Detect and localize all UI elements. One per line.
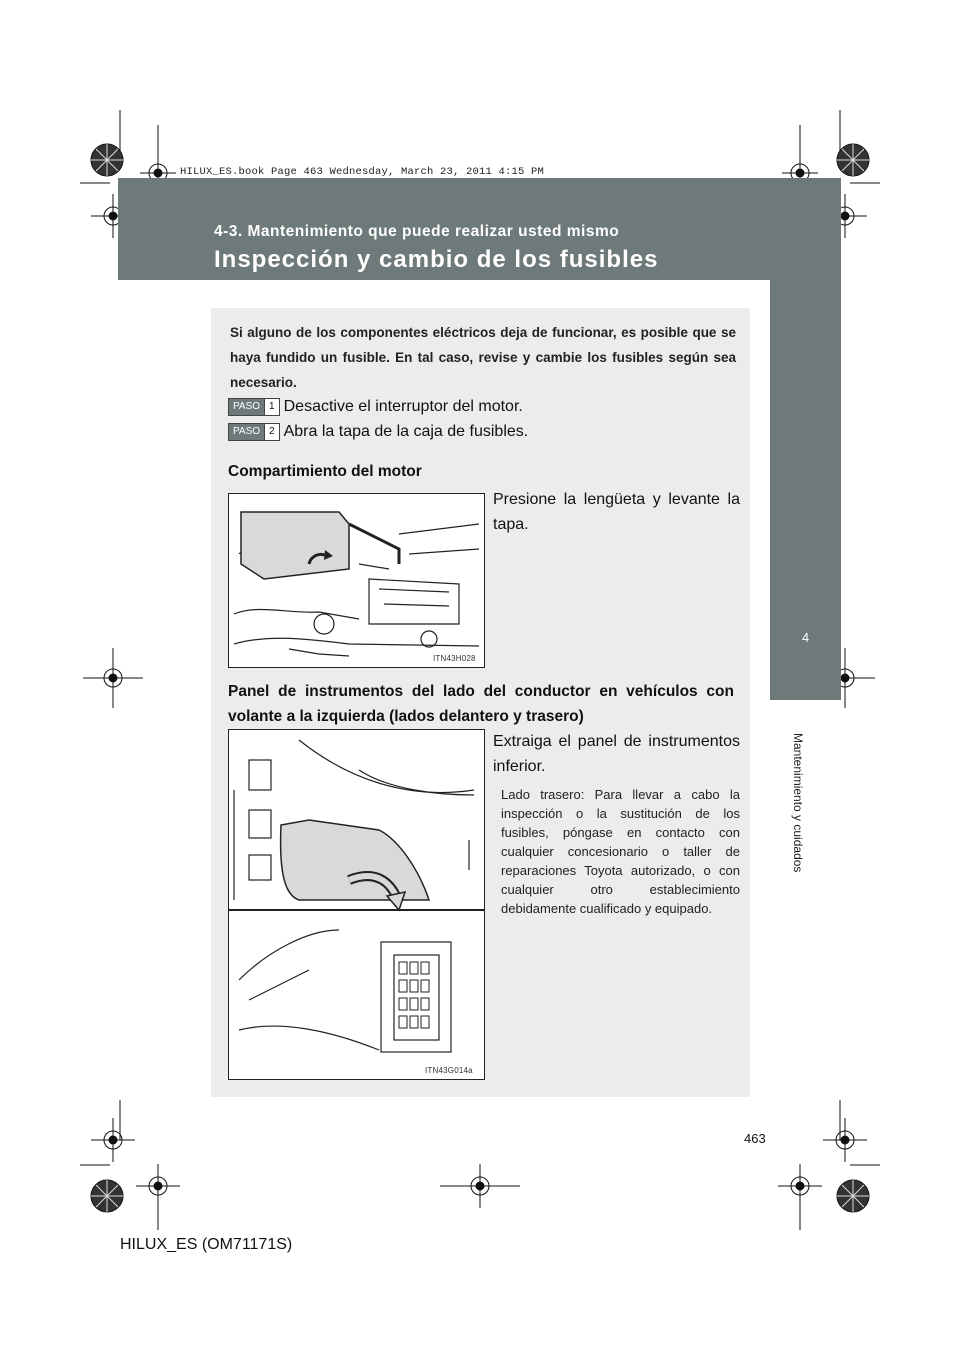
page-title: Inspección y cambio de los fusibles (214, 246, 659, 273)
section-title: 4-3. Mantenimiento que puede realizar usted mismo (214, 223, 620, 240)
header-band (118, 178, 841, 280)
instrument-panel-text: Extraiga el panel de instrumentos inferior. (493, 733, 740, 775)
rear-side-note: Lado trasero: Para llevar a cabo la inspección o la sustitución de los fusibles, póngase en contacto con cualquier concesionario o taller de reparaciones Toyota autorizado, o con cualquier otro establecimiento debidamente cualificado y equipado. (501, 787, 740, 916)
step-1 (228, 396, 523, 418)
chapter-number: 4 (801, 630, 810, 645)
step-badge: PASO 1 (228, 398, 280, 416)
instrument-panel-heading: Panel de instrumentos del lado del conductor en vehículos con volante a la izquierda (lados delantero y trasero) (228, 683, 734, 725)
figure-code: ITN43H028 (433, 654, 476, 663)
engine-compartment-text: Presione la lengüeta y levante la tapa. (493, 491, 740, 533)
page-number: 463 (744, 1131, 766, 1146)
instrument-panel-illustration (229, 730, 484, 1079)
content-box (211, 308, 750, 1097)
engine-compartment-heading: Compartimiento del motor (228, 463, 422, 480)
engine-fuse-box-figure (228, 493, 485, 668)
chapter-label: Mantenimiento y cuidados (791, 733, 805, 873)
step-2 (228, 421, 528, 443)
book-file-stamp: HILUX_ES.book Page 463 Wednesday, March 23, 2011 4:15 PM (180, 166, 545, 178)
step-badge: PASO 2 (228, 423, 280, 441)
step-text: Desactive el interruptor del motor. (283, 398, 523, 415)
figure-code: ITN43G014a (425, 1066, 473, 1075)
step-text: Abra la tapa de la caja de fusibles. (283, 423, 529, 440)
intro-paragraph: Si alguno de los componentes eléctricos deja de funcionar, es posible que se haya fundido un fusible. En tal caso, revise y cambie los fusibles según sea necesario. (230, 325, 736, 390)
instrument-panel-figure (228, 729, 485, 1080)
engine-illustration (229, 494, 484, 667)
footer-model-code: HILUX_ES (OM71171S) (120, 1236, 293, 1253)
